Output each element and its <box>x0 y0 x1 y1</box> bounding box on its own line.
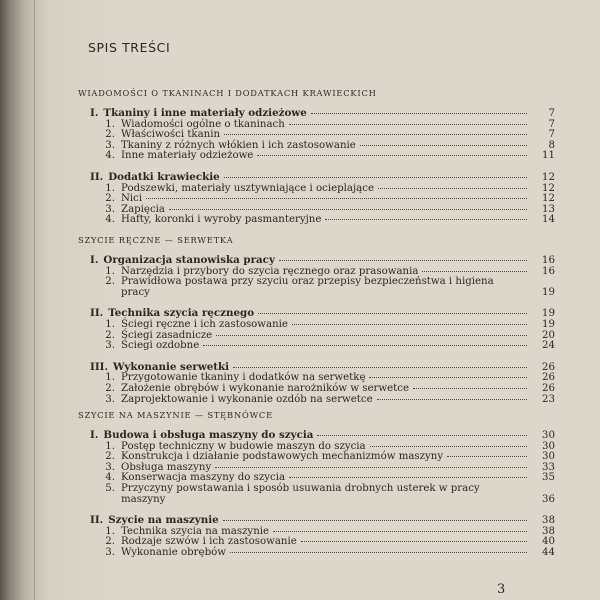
item-number: 4. <box>105 214 115 226</box>
item-title: Narzędzia i przybory do szycia ręcznego oraz prasowania <box>121 265 419 277</box>
chapter-row <box>90 254 555 266</box>
dot-leader <box>378 188 527 189</box>
item-title: Podszewki, materiały usztywniające i ocieplające <box>121 182 374 194</box>
item-number: 4. <box>105 472 115 484</box>
chapter-title: Szycie na maszynie <box>108 514 219 527</box>
list-item <box>100 462 555 473</box>
dot-leader <box>289 477 527 478</box>
item-title: Technika szycia na maszynie <box>121 525 270 537</box>
list-item <box>100 214 555 225</box>
list-item <box>100 536 555 547</box>
item-title: Zapięcia <box>121 203 165 215</box>
dot-leader <box>370 446 527 447</box>
item-number: 1. <box>105 440 115 452</box>
item-page-number: 30 <box>542 440 555 452</box>
chapter-number: II. <box>90 514 104 527</box>
list-item <box>100 204 555 215</box>
page-title: SPIS TREŚCI <box>88 40 171 55</box>
dot-leader <box>258 313 527 314</box>
list-item <box>100 472 555 483</box>
item-page-number: 33 <box>542 461 555 473</box>
dot-leader <box>216 335 527 336</box>
item-title: Tkaniny z różnych włókien i ich zastosowanie <box>121 139 356 151</box>
item-title: Inne materiały odzieżowe <box>121 150 254 162</box>
dot-leader <box>279 260 527 261</box>
chapter-title: Wykonanie serwetki <box>113 360 230 373</box>
dot-leader <box>360 145 527 146</box>
item-page-number: 19 <box>542 286 555 298</box>
list-item <box>100 451 555 462</box>
item-number: 1. <box>105 182 115 194</box>
item-page-number: 7 <box>548 118 555 130</box>
dot-leader <box>325 219 527 220</box>
dot-leader <box>311 113 527 114</box>
chapter-row <box>90 514 555 526</box>
item-title: Ściegi zasadnicze <box>121 329 213 341</box>
item-page-number: 12 <box>542 182 555 194</box>
dot-leader <box>146 198 527 199</box>
chapter-page-number: 12 <box>541 171 555 183</box>
book-gutter <box>34 0 35 600</box>
dot-leader <box>422 271 527 272</box>
list-item <box>100 394 555 405</box>
item-number: 2. <box>105 536 115 548</box>
item-number: 2. <box>105 329 115 341</box>
item-title: Przygotowanie tkaniny i dodatków na serwetkę <box>121 372 366 384</box>
chapter-row <box>90 107 555 119</box>
chapter-page-number: 30 <box>541 429 555 441</box>
chapter-number: I. <box>90 254 99 266</box>
dot-leader <box>377 399 527 400</box>
chapter-page-number: 26 <box>541 360 555 373</box>
dot-leader <box>369 377 527 378</box>
item-number: 3. <box>105 393 115 405</box>
list-item <box>100 372 555 383</box>
item-title-continued: maszyny <box>121 493 166 505</box>
dot-leader <box>203 345 527 346</box>
chapter-number: II. <box>90 307 104 320</box>
item-number: 2. <box>105 129 115 141</box>
item-title: Właściwości tkanin <box>121 129 221 141</box>
item-title: Wykonanie obrębów <box>121 547 226 558</box>
item-number: 1. <box>105 319 115 330</box>
item-page-number: 16 <box>542 265 555 277</box>
item-page-number: 23 <box>542 393 555 405</box>
section-heading: SZYCIE NA MASZYNIE — STĘBNÓWCE <box>78 410 273 420</box>
dot-leader <box>233 367 527 368</box>
chapter-number: II. <box>90 171 104 183</box>
item-number: 2. <box>105 383 115 394</box>
item-page-number: 44 <box>542 547 555 558</box>
list-item <box>100 266 555 277</box>
chapter-title: Organizacja stanowiska pracy <box>103 254 275 266</box>
item-page-number: 14 <box>542 214 555 226</box>
item-title-continued: pracy <box>121 286 150 298</box>
item-title: Ściegi ozdobne <box>121 340 200 352</box>
item-number: 1. <box>105 372 115 384</box>
chapter-title: Tkaniny i inne materiały odzieżowe <box>103 107 307 119</box>
item-number: 3. <box>105 340 115 352</box>
item-title: Rodzaje szwów i ich zastosowanie <box>121 536 297 548</box>
list-item <box>100 319 555 330</box>
chapter-title: Technika szycia ręcznego <box>108 307 255 320</box>
item-title: Obsługa maszyny <box>121 461 212 473</box>
dot-leader <box>224 134 527 135</box>
list-item <box>100 483 555 494</box>
item-title: Prawidłowa postawa przy szyciu oraz przepisy bezpieczeństwa i higiena <box>121 276 494 288</box>
item-title: Wiadomości ogólne o tkaninach <box>121 118 285 130</box>
item-page-number: 36 <box>542 493 555 505</box>
chapter-number: III. <box>90 360 109 373</box>
list-item <box>100 340 555 351</box>
item-title: Postęp techniczny w budowie maszyn do szycia <box>121 440 366 452</box>
dot-leader <box>301 541 527 542</box>
item-page-number: 30 <box>542 451 555 463</box>
dot-leader <box>223 520 527 521</box>
page-number: 3 <box>497 582 506 597</box>
chapter-row <box>90 307 555 319</box>
item-title: Ściegi ręczne i ich zastosowanie <box>121 319 288 330</box>
item-page-number: 24 <box>542 340 555 352</box>
chapter-title: Budowa i obsługa maszyny do szycia <box>103 429 314 441</box>
item-page-number: 11 <box>542 150 555 162</box>
list-item <box>100 383 555 394</box>
chapter-row <box>90 361 555 373</box>
section-heading: SZYCIE RĘCZNE — SERWETKA <box>78 235 234 245</box>
item-number: 1. <box>105 265 115 277</box>
list-item <box>100 330 555 341</box>
item-page-number: 8 <box>548 139 555 151</box>
chapter-page-number: 19 <box>541 307 555 320</box>
section-heading: WIADOMOŚCI O TKANINACH I DODATKACH KRAWIECKICH <box>78 88 377 98</box>
item-title: Przyczyny powstawania i sposób usuwania drobnych usterek w pracy <box>121 483 480 494</box>
dot-leader <box>289 124 527 125</box>
dot-leader <box>273 531 527 532</box>
item-page-number: 7 <box>548 129 555 141</box>
list-item <box>100 441 555 452</box>
item-title: Założenie obrębów i wykonanie narożników w serwetce <box>121 383 409 394</box>
item-title: Konstrukcja i działanie podstawowych mechanizmów maszyny <box>121 451 444 463</box>
dot-leader <box>230 552 527 553</box>
item-number: 3. <box>105 203 115 215</box>
chapter-page-number: 7 <box>548 107 555 119</box>
item-number: 2. <box>105 276 115 288</box>
chapter-row <box>90 171 555 183</box>
dot-leader <box>169 209 527 210</box>
item-number: 1. <box>105 525 115 537</box>
dot-leader <box>257 155 527 156</box>
item-number: 2. <box>105 193 115 205</box>
list-item <box>100 183 555 194</box>
item-page-number: 26 <box>542 383 555 394</box>
chapter-number: I. <box>90 107 99 119</box>
item-number: 4. <box>105 150 115 162</box>
dot-leader <box>215 467 527 468</box>
chapter-title: Dodatki krawieckie <box>108 171 220 183</box>
chapter-row <box>90 429 555 441</box>
item-title: Zaprojektowanie i wykonanie ozdób na serwetce <box>121 393 373 405</box>
item-number: 1. <box>105 118 115 130</box>
item-title: Hafty, koronki i wyroby pasmanteryjne <box>121 214 322 226</box>
item-page-number: 20 <box>542 329 555 341</box>
chapter-page-number: 16 <box>541 254 555 266</box>
dot-leader <box>317 435 527 436</box>
item-page-number: 19 <box>542 319 555 330</box>
chapter-page-number: 38 <box>541 514 555 527</box>
item-number: 2. <box>105 451 115 463</box>
item-number: 5. <box>105 483 115 494</box>
item-number: 3. <box>105 139 115 151</box>
list-item <box>100 547 555 558</box>
item-page-number: 38 <box>542 525 555 537</box>
item-page-number: 40 <box>542 536 555 548</box>
item-page-number: 13 <box>542 203 555 215</box>
dot-leader <box>292 324 527 325</box>
item-title: Konserwacja maszyny do szycia <box>121 472 286 484</box>
list-item <box>100 129 555 140</box>
list-item <box>100 140 555 151</box>
item-title: Nici <box>121 193 143 205</box>
dot-leader <box>447 456 527 457</box>
list-item <box>100 119 555 130</box>
item-page-number: 26 <box>542 372 555 384</box>
list-item <box>100 150 555 161</box>
table-of-contents <box>70 0 580 600</box>
item-page-number: 35 <box>542 472 555 484</box>
item-page-number: 12 <box>542 193 555 205</box>
item-number: 3. <box>105 547 115 558</box>
chapter-number: I. <box>90 429 99 441</box>
list-item <box>100 276 555 287</box>
item-number: 3. <box>105 461 115 473</box>
dot-leader <box>224 177 527 178</box>
dot-leader <box>413 388 527 389</box>
list-item <box>100 193 555 204</box>
